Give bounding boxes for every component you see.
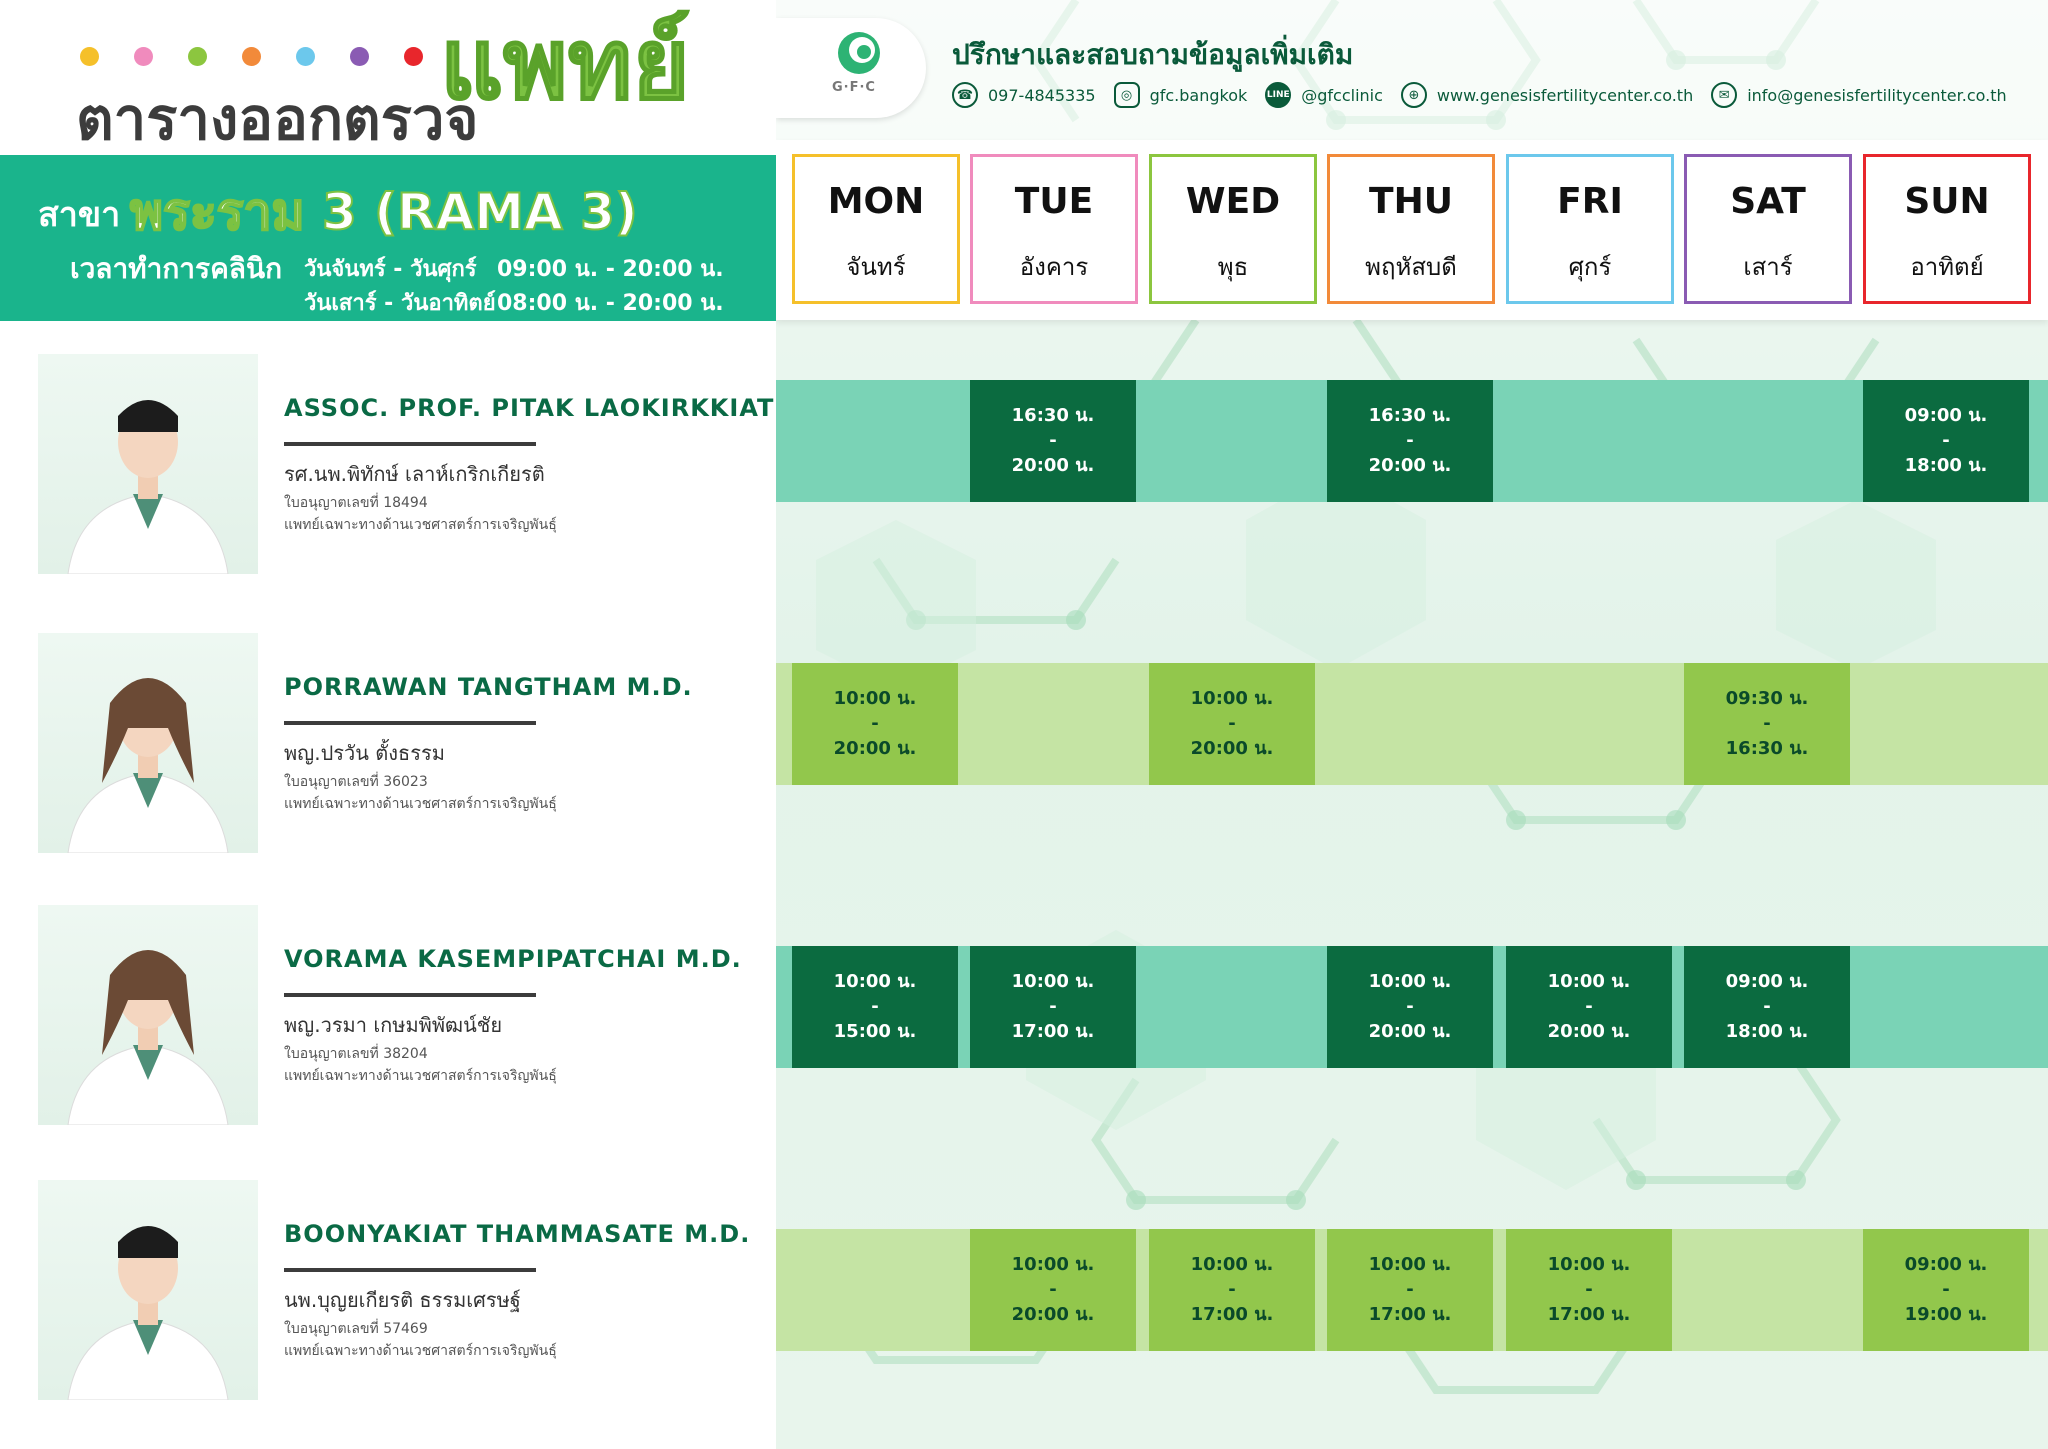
schedule-slot-sat xyxy=(1684,663,1850,785)
weekend-hours xyxy=(304,285,724,320)
slot-start: 10:00 น. xyxy=(1190,1254,1274,1275)
slot-start: 10:00 น. xyxy=(1190,688,1274,709)
instagram-handle: gfc.bangkok xyxy=(1149,85,1248,105)
slot-start: 10:00 น. xyxy=(1547,971,1631,992)
slot-dash: - xyxy=(1763,713,1771,734)
day-name-en: WED xyxy=(1185,181,1281,222)
page-title-accent: แพทย์ xyxy=(440,8,690,122)
slot-end: 18:00 น. xyxy=(1904,455,1988,476)
slot-dash: - xyxy=(1406,1279,1414,1300)
doctor-card xyxy=(0,1180,776,1400)
schedule-slot-thu xyxy=(1327,946,1493,1068)
slot-end: 20:00 น. xyxy=(1011,1304,1095,1325)
doctor-license: ใบอนุญาตเลขที่ 38204 xyxy=(284,1046,428,1062)
doctor-name-th: พญ.วรมา เกษมพิพัฒน์ชัย xyxy=(284,1013,503,1037)
slot-end: 20:00 น. xyxy=(1190,738,1274,759)
schedule-slot-tue xyxy=(970,380,1136,502)
day-name-en: SUN xyxy=(1904,181,1990,222)
instagram-icon: ◎ xyxy=(1114,82,1140,108)
page-title: ตารางออกตรวจ xyxy=(76,85,479,153)
day-header-sat xyxy=(1684,154,1852,304)
doctor-photo xyxy=(38,354,258,574)
slot-end: 20:00 น. xyxy=(1547,1021,1631,1042)
slot-start: 09:00 น. xyxy=(1904,1254,1988,1275)
left-panel xyxy=(0,0,776,1449)
doctor-portrait-icon xyxy=(38,354,258,574)
slot-end: 18:00 น. xyxy=(1725,1021,1809,1042)
day-name-en: MON xyxy=(827,181,925,222)
day-name-th: ศุกร์ xyxy=(1568,253,1612,281)
slot-end: 17:00 น. xyxy=(1547,1304,1631,1325)
doctor-specialty: แพทย์เฉพาะทางด้านเวชศาสตร์การเจริญพันธุ์ xyxy=(284,517,557,533)
doctor-name-th: พญ.ปรวัน ตั้งธรรม xyxy=(284,741,445,765)
logo-text: G·F·C xyxy=(832,80,876,95)
schedule-row xyxy=(776,380,2048,502)
slot-start: 09:30 น. xyxy=(1725,688,1809,709)
slot-dash: - xyxy=(1585,1279,1593,1300)
line-contact[interactable] xyxy=(1265,82,1383,108)
schedule-slot-wed xyxy=(1149,1229,1315,1351)
doctor-portrait-icon xyxy=(38,905,258,1125)
doctor-name-en: VORAMA KASEMPIPATCHAI M.D. xyxy=(284,945,742,973)
clinic-logo xyxy=(776,18,926,118)
slot-dash: - xyxy=(1406,430,1414,451)
color-dots xyxy=(80,47,423,66)
instagram-contact[interactable] xyxy=(1114,82,1248,108)
phone-contact[interactable] xyxy=(952,82,1096,108)
weekday-header xyxy=(776,140,2048,320)
branch-name: พระราม 3 (RAMA 3) xyxy=(130,183,638,241)
slot-dash: - xyxy=(1763,996,1771,1017)
contact-row xyxy=(952,80,2025,110)
divider xyxy=(284,1268,536,1272)
day-header-fri xyxy=(1506,154,1674,304)
day-name-th: จันทร์ xyxy=(846,253,906,281)
slot-start: 10:00 น. xyxy=(833,971,917,992)
schedule-slot-fri xyxy=(1506,946,1672,1068)
website-contact[interactable] xyxy=(1401,82,1693,108)
line-icon: LINE xyxy=(1265,82,1291,108)
slot-end: 17:00 น. xyxy=(1368,1304,1452,1325)
schedule-slot-wed xyxy=(1149,663,1315,785)
slot-dash: - xyxy=(1406,996,1414,1017)
slot-dash: - xyxy=(871,713,879,734)
schedule-slot-sun xyxy=(1863,1229,2029,1351)
divider xyxy=(284,442,536,446)
schedule-slot-tue xyxy=(970,946,1136,1068)
slot-end: 16:30 น. xyxy=(1725,738,1809,759)
weekend-time: 08:00 น. - 20:00 น. xyxy=(497,291,724,316)
doctor-specialty: แพทย์เฉพาะทางด้านเวชศาสตร์การเจริญพันธุ์ xyxy=(284,1068,557,1084)
doctor-photo xyxy=(38,905,258,1125)
schedule-row xyxy=(776,1229,2048,1351)
schedule-slot-mon xyxy=(792,663,958,785)
day-header-mon xyxy=(792,154,960,304)
slot-dash: - xyxy=(871,996,879,1017)
contact-header xyxy=(776,0,2048,140)
weekday-time: 09:00 น. - 20:00 น. xyxy=(497,257,724,282)
divider xyxy=(284,993,536,997)
branch-label: สาขา xyxy=(38,195,121,235)
weekday-hours xyxy=(304,251,724,286)
weekday-days: วันจันทร์ - วันศุกร์ xyxy=(304,257,477,282)
doctor-name-en: ASSOC. PROF. PITAK LAOKIRKKIAT xyxy=(284,394,775,422)
email-icon: ✉ xyxy=(1711,82,1737,108)
slot-end: 17:00 น. xyxy=(1011,1021,1095,1042)
schedule-slot-thu xyxy=(1327,380,1493,502)
doctor-license: ใบอนุญาตเลขที่ 57469 xyxy=(284,1321,428,1337)
schedule-panel xyxy=(776,0,2048,1449)
doctor-name-th: รศ.นพ.พิทักษ์ เลาห์เกริกเกียรติ xyxy=(284,462,545,486)
schedule-slot-mon xyxy=(792,946,958,1068)
day-header-wed xyxy=(1149,154,1317,304)
gfc-logo-icon xyxy=(836,30,882,76)
email-contact[interactable] xyxy=(1711,82,2006,108)
line-handle: @gfcclinic xyxy=(1301,85,1383,105)
slot-end: 15:00 น. xyxy=(833,1021,917,1042)
slot-start: 10:00 น. xyxy=(1368,971,1452,992)
day-name-th: พุธ xyxy=(1217,253,1249,281)
day-name-th: เสาร์ xyxy=(1743,253,1793,281)
color-dot xyxy=(242,47,261,66)
day-name-en: TUE xyxy=(1014,181,1094,222)
slot-start: 09:00 น. xyxy=(1904,405,1988,426)
slot-end: 20:00 น. xyxy=(1368,455,1452,476)
schedule-slot-fri xyxy=(1506,1229,1672,1351)
day-name-th: พฤหัสบดี xyxy=(1365,253,1457,281)
slot-dash: - xyxy=(1942,430,1950,451)
slot-start: 16:30 น. xyxy=(1368,405,1452,426)
color-dot xyxy=(350,47,369,66)
doctor-name-en: PORRAWAN TANGTHAM M.D. xyxy=(284,673,693,701)
schedule-slot-sat xyxy=(1684,946,1850,1068)
slot-dash: - xyxy=(1585,996,1593,1017)
doctor-card xyxy=(0,905,776,1125)
doctor-photo xyxy=(38,1180,258,1400)
doctor-portrait-icon xyxy=(38,1180,258,1400)
day-header-sun xyxy=(1863,154,2031,304)
day-header-tue xyxy=(970,154,1138,304)
doctor-specialty: แพทย์เฉพาะทางด้านเวชศาสตร์การเจริญพันธุ์ xyxy=(284,1343,557,1359)
day-name-en: FRI xyxy=(1557,181,1623,222)
doctor-photo xyxy=(38,633,258,853)
schedule-slot-sun xyxy=(1863,380,2029,502)
schedule-row xyxy=(776,946,2048,1068)
phone-number: 097-4845335 xyxy=(988,85,1096,105)
slot-end: 20:00 น. xyxy=(1011,455,1095,476)
slot-dash: - xyxy=(1049,430,1057,451)
doctor-name-en: BOONYAKIAT THAMMASATE M.D. xyxy=(284,1220,751,1248)
day-name-en: SAT xyxy=(1730,181,1806,222)
slot-start: 10:00 น. xyxy=(1368,1254,1452,1275)
slot-end: 20:00 น. xyxy=(1368,1021,1452,1042)
color-dot xyxy=(404,47,423,66)
doctor-portrait-icon xyxy=(38,633,258,853)
website-url: www.genesisfertilitycenter.co.th xyxy=(1436,85,1694,105)
phone-icon: ☎ xyxy=(952,82,978,108)
contact-title: ปรึกษาและสอบถามข้อมูลเพิ่มเติม xyxy=(952,38,1354,71)
slot-dash: - xyxy=(1228,1279,1236,1300)
branch-banner xyxy=(0,155,776,321)
slot-start: 09:00 น. xyxy=(1725,971,1809,992)
doctor-specialty: แพทย์เฉพาะทางด้านเวชศาสตร์การเจริญพันธุ์ xyxy=(284,796,557,812)
color-dot xyxy=(80,47,99,66)
slot-dash: - xyxy=(1049,996,1057,1017)
doctor-license: ใบอนุญาตเลขที่ 18494 xyxy=(284,495,428,511)
day-name-th: อาทิตย์ xyxy=(1910,253,1984,281)
doctor-name-th: นพ.บุญยเกียรติ ธรรมเศรษฐ์ xyxy=(284,1288,521,1312)
email-address: info@genesisfertilitycenter.co.th xyxy=(1747,85,2007,105)
weekend-days: วันเสาร์ - วันอาทิตย์ xyxy=(304,291,496,316)
clinic-hours-label: เวลาทำการคลินิก xyxy=(70,252,283,285)
schedule-slot-thu xyxy=(1327,1229,1493,1351)
schedule-slot-tue xyxy=(970,1229,1136,1351)
slot-dash: - xyxy=(1049,1279,1057,1300)
day-name-en: THU xyxy=(1369,181,1453,222)
globe-icon: ⊕ xyxy=(1401,82,1427,108)
slot-dash: - xyxy=(1942,1279,1950,1300)
color-dot xyxy=(134,47,153,66)
doctor-license: ใบอนุญาตเลขที่ 36023 xyxy=(284,774,428,790)
color-dot xyxy=(296,47,315,66)
slot-start: 10:00 น. xyxy=(1547,1254,1631,1275)
doctor-card xyxy=(0,354,776,574)
day-header-thu xyxy=(1327,154,1495,304)
divider xyxy=(284,721,536,725)
slot-start: 16:30 น. xyxy=(1011,405,1095,426)
slot-end: 19:00 น. xyxy=(1904,1304,1988,1325)
slot-start: 10:00 น. xyxy=(833,688,917,709)
slot-start: 10:00 น. xyxy=(1011,971,1095,992)
day-name-th: อังคาร xyxy=(1019,253,1089,281)
slot-end: 17:00 น. xyxy=(1190,1304,1274,1325)
slot-start: 10:00 น. xyxy=(1011,1254,1095,1275)
color-dot xyxy=(188,47,207,66)
slot-dash: - xyxy=(1228,713,1236,734)
schedule-row xyxy=(776,663,2048,785)
slot-end: 20:00 น. xyxy=(833,738,917,759)
doctor-card xyxy=(0,633,776,853)
